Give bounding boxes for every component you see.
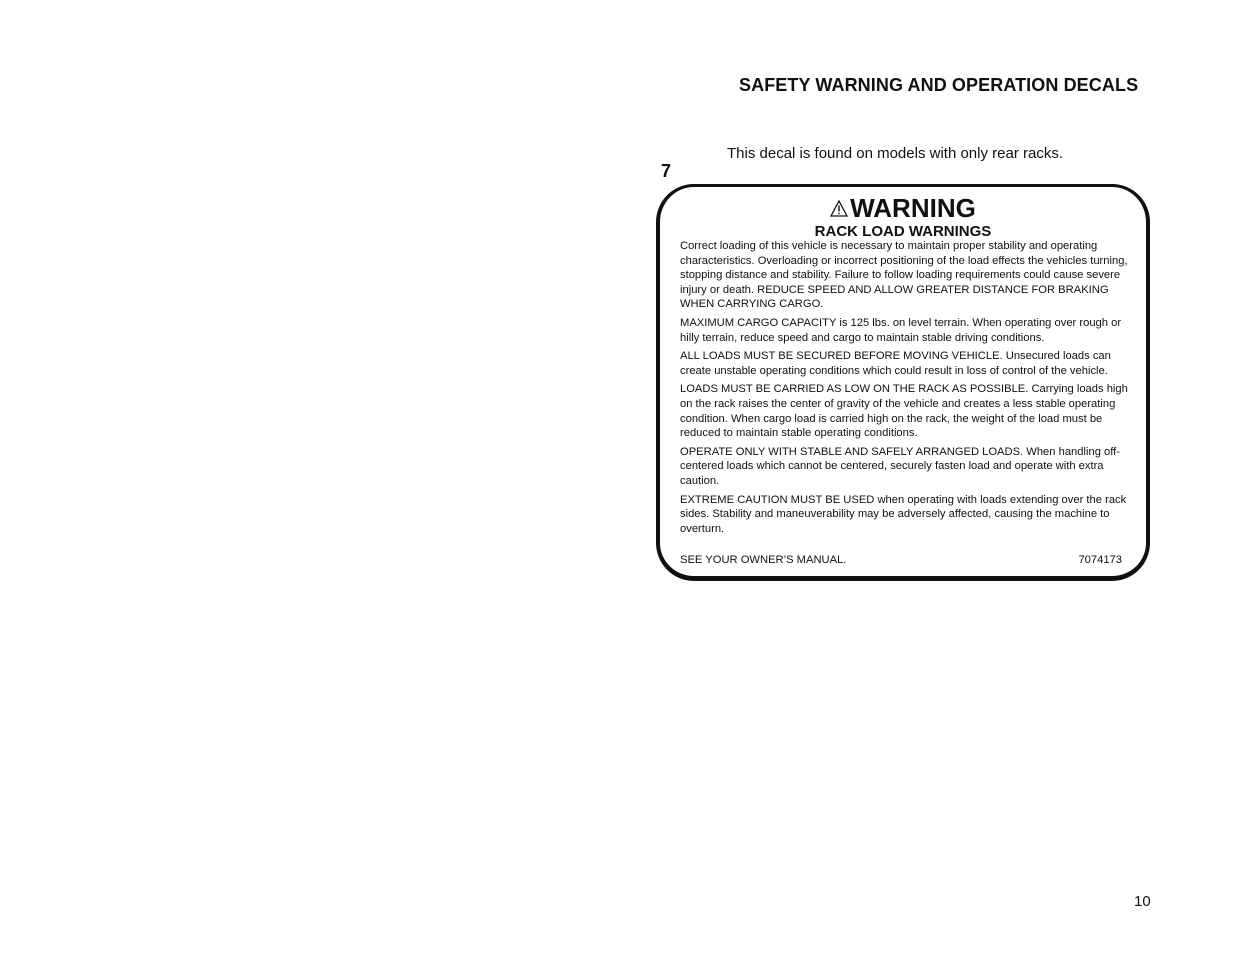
page-number: 10 [1134, 893, 1151, 910]
decal-paragraph: LOADS MUST BE CARRIED AS LOW ON THE RACK AS POSSIBLE. Carrying loads high on the rack raises the center of gravity of the vehicle and creates a less stable operating condition. When cargo load is carried high on the rack, the weight of the load must be reduced to maintain stable operating conditions. [680, 383, 1128, 440]
warning-decal [656, 184, 1150, 581]
decal-body [680, 239, 1136, 540]
owners-manual-note: SEE YOUR OWNER’S MANUAL. [680, 554, 847, 566]
decal-footer [680, 554, 1122, 566]
decal-subtitle: RACK LOAD WARNINGS [814, 223, 992, 240]
decal-intro-text: This decal is found on models with only rear racks. [727, 145, 1063, 162]
decal-paragraph: Correct loading of this vehicle is necessary to maintain proper stability and operating characteristics. Overloading or incorrect positioning of the load effects the vehicles turning, stopping distance and stability. Failure to follow loading requirements could cause severe injury or death. REDUCE SPEED AND ALLOW GREATER DISTANCE FOR BRAKING WHEN CARRYING CARGO. [680, 240, 1128, 311]
decal-paragraph: MAXIMUM CARGO CAPACITY is 125 lbs. on level terrain. When operating over rough or hilly terrain, reduce speed and cargo to maintain stable driving conditions. [680, 316, 1122, 344]
warning-triangle-icon [830, 200, 848, 217]
decal-paragraph: OPERATE ONLY WITH STABLE AND SAFELY ARRANGED LOADS. When handling off-centered loads which cannot be centered, securely fasten load and operate with extra caution. [680, 445, 1120, 487]
decal-part-number: 7074173 [1078, 554, 1122, 566]
decal-paragraph: EXTREME CAUTION MUST BE USED when operating with loads extending over the rack sides. Stability and maneuverability may be adversely affected, causing the machine to overturn. [680, 493, 1127, 535]
decal-number: 7 [661, 161, 672, 181]
decal-header [660, 193, 1146, 241]
warning-word: WARNING [850, 193, 976, 223]
warning-heading [830, 193, 976, 223]
decal-paragraph: ALL LOADS MUST BE SECURED BEFORE MOVING VEHICLE. Unsecured loads can create unstable operating conditions which could result in loss of control of the vehicle. [680, 350, 1111, 377]
page-title: SAFETY WARNING AND OPERATION DECALS [739, 75, 1139, 95]
